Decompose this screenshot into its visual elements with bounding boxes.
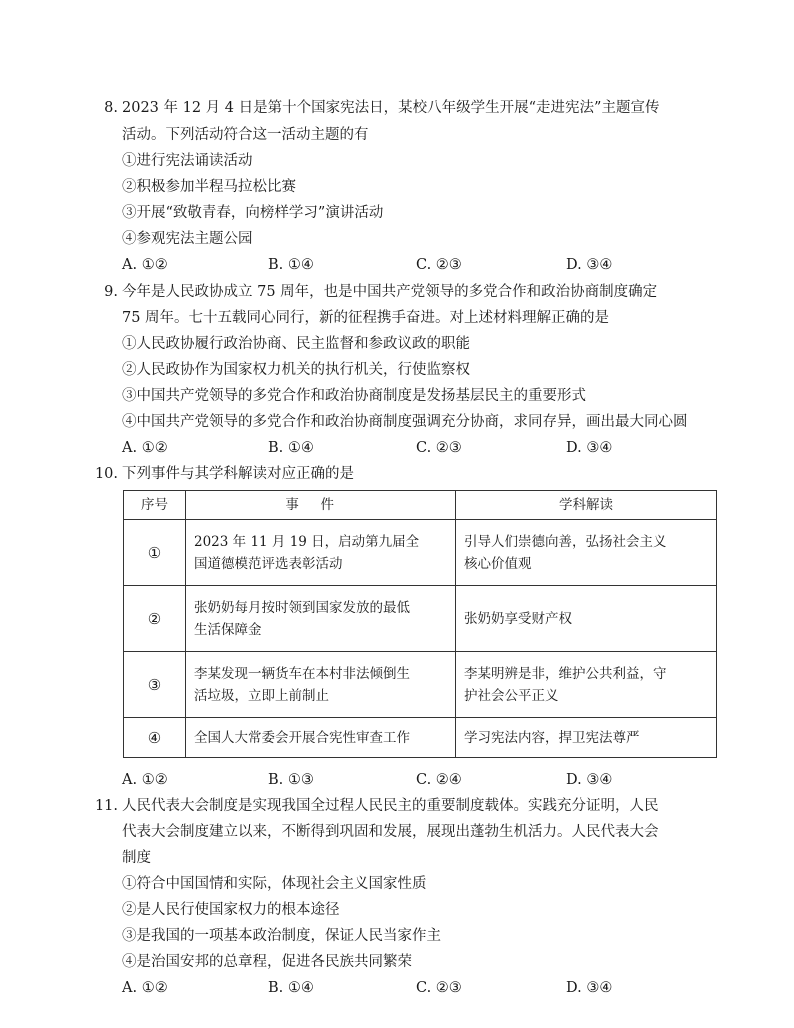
option-c[interactable]: C. ②③ (416, 440, 462, 456)
event-text: 张奶奶每月按时领到国家发放的最低 (194, 599, 410, 616)
event-text: 国道德模范评选表彰活动 (194, 555, 343, 572)
row-event (186, 652, 456, 718)
option-a[interactable]: A. ①② (122, 980, 168, 996)
option-b[interactable]: B. ①④ (268, 257, 314, 273)
row-interpretation (456, 520, 717, 586)
event-text: 2023 年 11 月 19 日，启动第九届全 (194, 533, 420, 550)
question-stem: 下列事件与其学科解读对应正确的是 (122, 466, 354, 482)
statement-item: ①符合中国国情和实际，体现社会主义国家性质 (122, 876, 427, 892)
event-text: 活垃圾，立即上前制止 (194, 687, 329, 704)
row-event (186, 586, 456, 652)
option-a[interactable]: A. ①② (122, 257, 168, 273)
header-interpretation: 学科解读 (456, 491, 717, 520)
row-seq: ④ (124, 718, 186, 758)
table-row (124, 718, 717, 758)
header-event: 事件 (186, 491, 456, 520)
event-text: 全国人大常委会开展合宪性审查工作 (194, 729, 410, 746)
option-b[interactable]: B. ①④ (268, 980, 314, 996)
interpretation-text: 核心价值观 (464, 555, 532, 572)
table-header-row (124, 491, 717, 520)
table-row (124, 652, 717, 718)
question-number: 11. (94, 798, 118, 814)
question-stem: 今年是人民政协成立 75 周年，也是中国共产党领导的多党合作和政治协商制度确定 (122, 284, 658, 300)
question-stem: 活动。下列活动符合这一活动主题的有 (122, 127, 369, 143)
row-seq: ② (124, 586, 186, 652)
statement-item: ③开展“致敬青春，向榜样学习”演讲活动 (122, 205, 384, 221)
header-seq: 序号 (124, 491, 186, 520)
option-d[interactable]: D. ③④ (566, 772, 613, 788)
row-seq: ③ (124, 652, 186, 718)
option-d[interactable]: D. ③④ (566, 440, 613, 456)
question-stem: 制度 (122, 850, 151, 866)
question-number: 9. (104, 284, 118, 300)
table-row (124, 520, 717, 586)
option-d[interactable]: D. ③④ (566, 980, 613, 996)
question-stem: 75 周年。七十五载同心同行，新的征程携手奋进。对上述材料理解正确的是 (122, 310, 610, 326)
statement-item: ①进行宪法诵读活动 (122, 153, 253, 169)
row-event (186, 718, 456, 758)
interpretation-text: 护社会公平正义 (464, 687, 559, 704)
row-seq: ① (124, 520, 186, 586)
option-c[interactable]: C. ②③ (416, 980, 462, 996)
event-table (123, 490, 717, 758)
row-interpretation (456, 586, 717, 652)
question-stem: 2023 年 12 月 4 日是第十个国家宪法日，某校八年级学生开展“走进宪法”主题宣传 (122, 100, 660, 116)
option-c[interactable]: C. ②④ (416, 772, 462, 788)
event-text: 生活保障金 (194, 621, 262, 638)
statement-item: ②是人民行使国家权力的根本途径 (122, 902, 340, 918)
event-text: 李某发现一辆货车在本村非法倾倒生 (194, 665, 410, 682)
interpretation-text: 学习宪法内容，捍卫宪法尊严 (464, 729, 640, 746)
row-interpretation (456, 652, 717, 718)
question-number: 8. (104, 100, 118, 116)
interpretation-text: 李某明辨是非，维护公共利益，守 (464, 665, 667, 682)
question-number: 10. (94, 466, 118, 482)
option-a[interactable]: A. ①② (122, 440, 168, 456)
table-row (124, 586, 717, 652)
row-interpretation (456, 718, 717, 758)
question-stem: 代表大会制度建立以来，不断得到巩固和发展，展现出蓬勃生机活力。人民代表大会 (122, 824, 659, 840)
question-stem: 人民代表大会制度是实现我国全过程人民民主的重要制度载体。实践充分证明，人民 (122, 798, 659, 814)
statement-item: ④参观宪法主题公园 (122, 231, 253, 247)
interpretation-text: 张奶奶享受财产权 (464, 610, 572, 627)
statement-item: ②积极参加半程马拉松比赛 (122, 179, 296, 195)
row-event (186, 520, 456, 586)
statement-item: ③是我国的一项基本政治制度，保证人民当家作主 (122, 928, 441, 944)
option-d[interactable]: D. ③④ (566, 257, 613, 273)
statement-item: ④中国共产党领导的多党合作和政治协商制度强调充分协商，求同存异，画出最大同心圆 (122, 414, 688, 430)
statement-item: ④是治国安邦的总章程，促进各民族共同繁荣 (122, 954, 412, 970)
option-a[interactable]: A. ①② (122, 772, 168, 788)
statement-item: ③中国共产党领导的多党合作和政治协商制度是发扬基层民主的重要形式 (122, 388, 586, 404)
statement-item: ①人民政协履行政治协商、民主监督和参政议政的职能 (122, 336, 470, 352)
option-c[interactable]: C. ②③ (416, 257, 462, 273)
interpretation-text: 引导人们崇德向善，弘扬社会主义 (464, 533, 667, 550)
option-b[interactable]: B. ①④ (268, 440, 314, 456)
statement-item: ②人民政协作为国家权力机关的执行机关，行使监察权 (122, 362, 470, 378)
option-b[interactable]: B. ①③ (268, 772, 314, 788)
